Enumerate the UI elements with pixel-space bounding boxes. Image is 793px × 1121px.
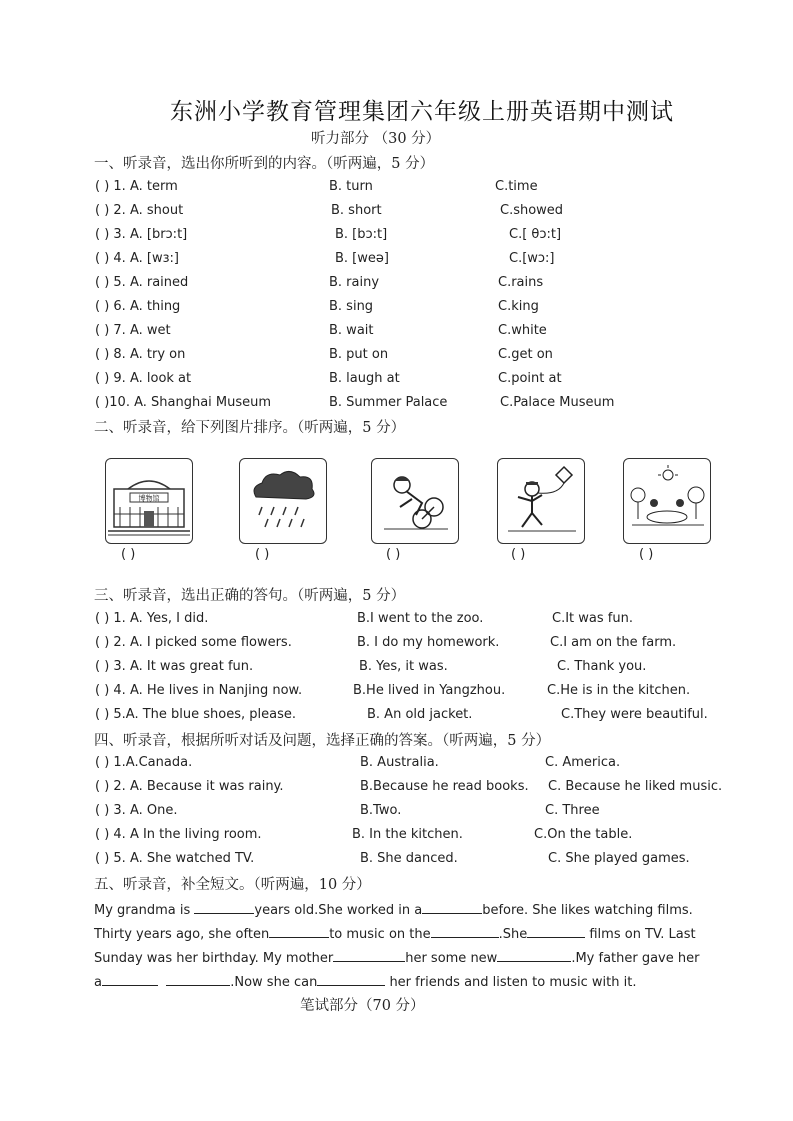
picture-museum: [105, 458, 193, 544]
option-c[interactable]: C.It was fun.: [552, 611, 633, 626]
option-b[interactable]: B. put on: [329, 347, 389, 362]
listening-part-heading: 听力部分 （30 分）: [311, 131, 441, 147]
option-a[interactable]: ( ) 5. A. She watched TV.: [95, 851, 255, 866]
order-blank-4[interactable]: ( ): [511, 547, 526, 562]
option-c[interactable]: C.They were beautiful.: [561, 707, 708, 722]
written-part-heading: 笔试部分（70 分）: [300, 998, 425, 1014]
option-c[interactable]: C.king: [498, 299, 539, 314]
rain-cloud-icon: [240, 459, 326, 543]
option-c[interactable]: C.[ θɔ:t]: [509, 227, 562, 242]
option-c[interactable]: C. She played games.: [548, 851, 690, 866]
page-title: 东洲小学教育管理集团六年级上册英语期中测试: [170, 99, 674, 125]
option-a[interactable]: ( )10. A. Shanghai Museum: [95, 395, 272, 410]
option-b[interactable]: B. rainy: [329, 275, 380, 290]
option-b[interactable]: B. She danced.: [360, 851, 458, 866]
option-b[interactable]: B.I went to the zoo.: [357, 611, 484, 626]
option-b[interactable]: B. laugh at: [329, 371, 400, 386]
option-b[interactable]: B. wait: [329, 323, 374, 338]
option-a[interactable]: ( ) 1.A.Canada.: [95, 755, 193, 770]
option-c[interactable]: C.Palace Museum: [500, 395, 615, 410]
passage-line-3: Sunday was her birthday. My mother her some new .My father gave her: [94, 948, 699, 966]
option-a[interactable]: ( ) 5.A. The blue shoes, please.: [95, 707, 297, 722]
option-b[interactable]: B. An old jacket.: [367, 707, 473, 722]
option-a[interactable]: ( ) 7. A. wet: [95, 323, 171, 338]
section5-heading: 五、听录音，补全短文。（听两遍，10 分）: [94, 877, 371, 893]
option-a[interactable]: ( ) 8. A. try on: [95, 347, 186, 362]
option-a[interactable]: ( ) 3. A. One.: [95, 803, 178, 818]
option-c[interactable]: C.[wɔ:]: [509, 251, 555, 266]
picture-boy-falling: [371, 458, 459, 544]
option-a[interactable]: ( ) 4. A In the living room.: [95, 827, 262, 842]
blank-input[interactable]: [422, 900, 482, 914]
option-a[interactable]: ( ) 1. A. Yes, I did.: [95, 611, 209, 626]
order-blank-5[interactable]: ( ): [639, 547, 654, 562]
option-c[interactable]: C.time: [495, 179, 538, 194]
blank-input[interactable]: [269, 924, 329, 938]
blank-input[interactable]: [194, 900, 254, 914]
option-b[interactable]: B. Australia.: [360, 755, 439, 770]
option-a[interactable]: ( ) 4. A. [wɜ:]: [95, 251, 179, 266]
section1-heading: 一、听录音，选出你所听到的内容。（听两遍，5 分）: [94, 156, 435, 172]
option-b[interactable]: B.Two.: [360, 803, 402, 818]
option-a[interactable]: ( ) 4. A. He lives in Nanjing now.: [95, 683, 303, 698]
falling-boy-icon: [372, 459, 458, 543]
picture-rain: [239, 458, 327, 544]
museum-sign-text: 博物馆: [138, 494, 160, 503]
option-b[interactable]: B. Yes, it was.: [359, 659, 448, 674]
museum-icon: [106, 459, 192, 543]
passage-line-2: Thirty years ago, she often to music on the .She films on TV. Last: [94, 924, 696, 942]
option-a[interactable]: ( ) 6. A. thing: [95, 299, 181, 314]
option-b[interactable]: B.Because he read books.: [360, 779, 529, 794]
option-c[interactable]: C.He is in the kitchen.: [547, 683, 691, 698]
option-c[interactable]: C.I am on the farm.: [550, 635, 677, 650]
blank-input[interactable]: [166, 972, 230, 986]
option-b[interactable]: B. Summer Palace: [329, 395, 448, 410]
blank-input[interactable]: [431, 924, 499, 938]
option-b[interactable]: B. [bɔ:t]: [335, 227, 388, 242]
section4-heading: 四、听录音，根据所听对话及问题，选择正确的答案。（听两遍，5 分）: [94, 733, 551, 749]
option-c[interactable]: C.rains: [498, 275, 544, 290]
option-c[interactable]: C.showed: [500, 203, 564, 218]
option-c[interactable]: C.point at: [498, 371, 562, 386]
kite-boy-icon: [498, 459, 584, 543]
option-a[interactable]: ( ) 5. A. rained: [95, 275, 189, 290]
option-c[interactable]: C. Three: [545, 803, 600, 818]
option-a[interactable]: ( ) 3. A. [brɔ:t]: [95, 227, 188, 242]
option-b[interactable]: B. I do my homework.: [357, 635, 500, 650]
blank-input[interactable]: [333, 948, 405, 962]
option-c[interactable]: C.get on: [498, 347, 553, 362]
picture-kite: [497, 458, 585, 544]
option-a[interactable]: ( ) 2. A. I picked some flowers.: [95, 635, 292, 650]
option-a[interactable]: ( ) 2. A. Because it was rainy.: [95, 779, 284, 794]
option-b[interactable]: B.He lived in Yangzhou.: [353, 683, 506, 698]
blank-input[interactable]: [317, 972, 385, 986]
order-blank-2[interactable]: ( ): [255, 547, 270, 562]
blank-input[interactable]: [102, 972, 158, 986]
order-blank-3[interactable]: ( ): [386, 547, 401, 562]
option-c[interactable]: C.On the table.: [534, 827, 633, 842]
option-b[interactable]: B. [weə]: [335, 251, 389, 266]
option-a[interactable]: ( ) 2. A. shout: [95, 203, 184, 218]
passage-line-1: My grandma is years old.She worked in a before. She likes watching films.: [94, 900, 693, 918]
option-a[interactable]: ( ) 1. A. term: [95, 179, 178, 194]
option-c[interactable]: C. Thank you.: [557, 659, 647, 674]
option-b[interactable]: B. In the kitchen.: [352, 827, 463, 842]
order-blank-1[interactable]: ( ): [121, 547, 136, 562]
option-b[interactable]: B. sing: [329, 299, 374, 314]
blank-input[interactable]: [497, 948, 571, 962]
passage-line-4: a .Now she can her friends and listen to music with it.: [94, 972, 636, 990]
option-c[interactable]: C. America.: [545, 755, 621, 770]
option-a[interactable]: ( ) 3. A. It was great fun.: [95, 659, 254, 674]
option-c[interactable]: C.white: [498, 323, 547, 338]
option-c[interactable]: C. Because he liked music.: [548, 779, 723, 794]
section2-heading: 二、听录音，给下列图片排序。（听两遍，5 分）: [94, 420, 406, 436]
picture-picnic: [623, 458, 711, 544]
section3-heading: 三、听录音，选出正确的答句。（听两遍，5 分）: [94, 588, 406, 604]
option-b[interactable]: B. turn: [329, 179, 373, 194]
option-a[interactable]: ( ) 9. A. look at: [95, 371, 192, 386]
option-b[interactable]: B. short: [331, 203, 382, 218]
blank-input[interactable]: [527, 924, 585, 938]
picnic-icon: [624, 459, 710, 543]
